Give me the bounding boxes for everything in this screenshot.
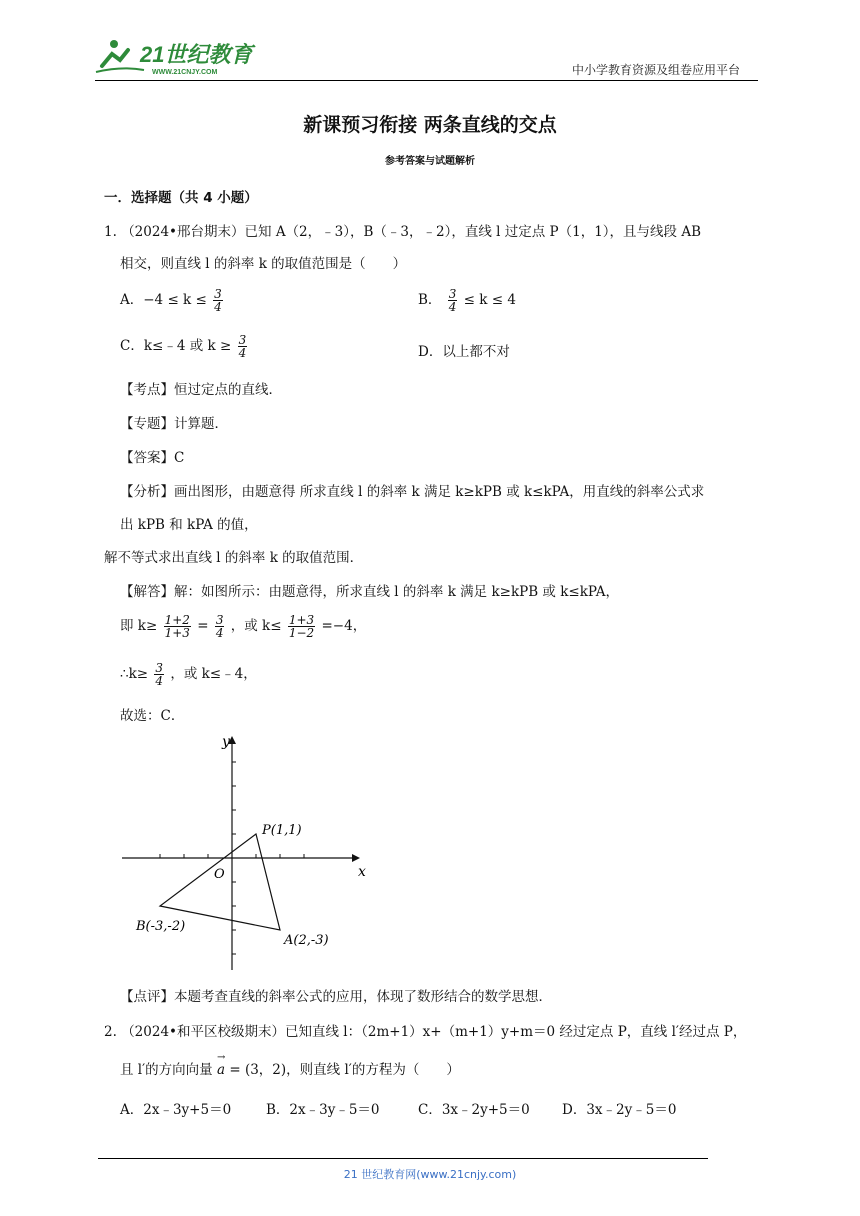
runner-logo-icon <box>92 36 272 78</box>
q1-solution-2: 即 k≥ $\frac{1+2}{1+3}$ = $\frac{3}{4}$ ，或 k≤ $\frac{1+3}{1-2}$ =−4， <box>120 613 367 640</box>
q1-stem-a: A（2，﹣3），B（﹣3，﹣2），直线 l 过定点 P（1，1），且与线段 AB <box>275 224 702 240</box>
point-a-label: A(2,-3) <box>284 933 329 948</box>
triangle-diagram <box>118 730 368 975</box>
q1-analysis-3: 解不等式求出直线 l 的斜率 k 的取值范围． <box>104 550 364 566</box>
header-platform-text: 中小学教育资源及组卷应用平台 <box>572 63 741 77</box>
q2-option-c: C．3x﹣2y+5＝0 <box>418 1102 530 1118</box>
page-title: 新课预习衔接 两条直线的交点 <box>303 114 557 136</box>
q1-solution-3: ∴k≥ $\frac{3}{4}$ ，或 k≤﹣4， <box>120 661 257 688</box>
q2-stem: （2024•和平区校级期末）已知直线 l：（2m+1）x+（m+1）y+m＝0 经过定点 P，直线 l′经过点 P， <box>121 1024 747 1040</box>
q1-source: （2024•邢台期末）已知 <box>121 224 272 240</box>
point-p-label: P(1,1) <box>262 823 302 838</box>
header-divider <box>95 80 758 81</box>
origin-label: O <box>214 867 225 882</box>
vector-a: a → <box>216 1052 226 1078</box>
q1-line2: 相交，则直线 l 的斜率 k 的取值范围是（ ） <box>120 256 407 272</box>
y-axis-label: y <box>222 734 230 750</box>
q1-solution-1: 【解答】解：如图所示：由题意得，所求直线 l 的斜率 k 满足 k≥kPB 或 k≤kPA， <box>120 584 619 600</box>
vector-arrow-icon: → <box>216 1052 226 1063</box>
logo-url: WWW.21CNJY.COM <box>152 69 218 76</box>
site-logo <box>92 36 272 78</box>
q1-solution-4: 故选：C． <box>120 708 185 724</box>
q1-number: 1. <box>104 224 117 240</box>
q1-answer: 【答案】C <box>120 450 185 466</box>
q2-option-a: A．2x﹣3y+5＝0 <box>120 1102 232 1118</box>
fraction-three-quarters: $\frac{3}{4}$ <box>215 613 224 640</box>
footer-divider <box>98 1158 708 1159</box>
fraction-three-quarters: $\frac{3}{4}$ <box>155 661 164 688</box>
section-heading: 一．选择题（共 4 小题） <box>104 190 258 206</box>
q1-option-c: C．k≤﹣4 或 k ≥ $\frac{3}{4}$ <box>120 333 247 360</box>
fraction-three-quarters: $\frac{3}{4}$ <box>238 333 247 360</box>
q1-analysis-1: 【分析】画出图形，由题意得 所求直线 l 的斜率 k 满足 k≥kPB 或 k≤kPA，用直线的斜率公式求 <box>120 484 705 500</box>
footer-link[interactable]: 21 世纪教育网(www.21cnjy.com) <box>343 1168 517 1181</box>
q1-zhuanti: 【专题】计算题． <box>120 416 228 432</box>
q2-number: 2. <box>104 1024 117 1040</box>
coordinate-figure <box>118 730 368 975</box>
x-axis-label: x <box>358 864 366 880</box>
q1-review: 【点评】本题考查直线的斜率公式的应用，体现了数形结合的数学思想． <box>120 989 552 1005</box>
q1-option-b: B． $\frac{3}{4}$ ≤ k ≤ 4 <box>418 287 516 314</box>
q1-option-a: A．−4 ≤ k ≤ $\frac{3}{4}$ <box>120 287 222 314</box>
q2-line1 <box>104 1020 746 1040</box>
fraction-three-quarters: $\frac{3}{4}$ <box>448 287 457 314</box>
point-b-label: B(-3,-2) <box>136 919 186 934</box>
x-axis-arrow <box>352 854 360 862</box>
q1-analysis-2: 出 kPB 和 kPA 的值， <box>120 517 258 533</box>
q2-option-b: B．2x﹣3y﹣5＝0 <box>266 1102 380 1118</box>
fraction-kpb: $\frac{1+2}{1+3}$ <box>164 613 190 640</box>
q1-kaodian: 【考点】恒过定点的直线． <box>120 382 282 398</box>
triangle-PBA <box>160 834 280 930</box>
fraction-kpa: $\frac{1+3}{1-2}$ <box>288 613 315 640</box>
q1-option-d: D．以上都不对 <box>418 344 510 360</box>
page-subtitle: 参考答案与试题解析 <box>385 156 475 167</box>
q2-line2: 且 l′的方向向量 a → = (3，2)，则直线 l′的方程为（ ） <box>120 1052 460 1078</box>
q1-line1 <box>104 220 701 240</box>
q2-option-d: D．3x﹣2y﹣5＝0 <box>562 1102 677 1118</box>
fraction-three-quarters: $\frac{3}{4}$ <box>214 287 222 314</box>
logo-wordmark: 21世纪教育 <box>140 42 253 67</box>
